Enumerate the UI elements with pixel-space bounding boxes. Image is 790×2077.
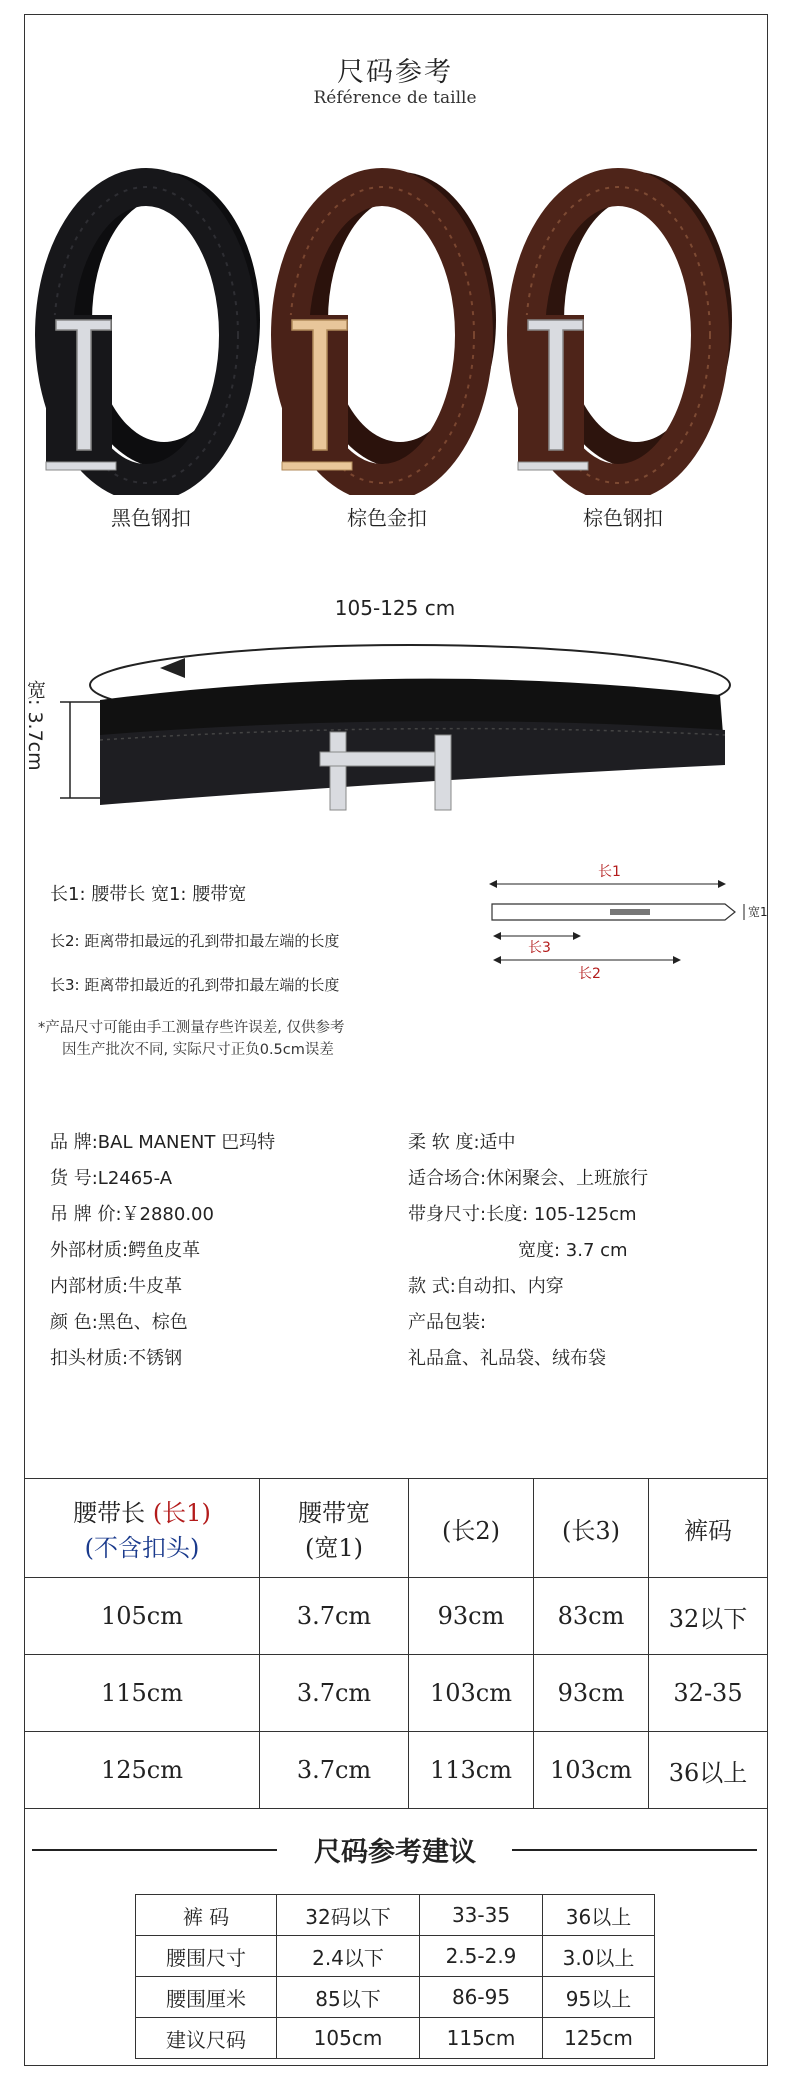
specs-right [408,1128,648,1380]
header-width: 腰带宽 (宽1) [260,1479,409,1578]
rec-cell: 36以上 [543,1895,655,1936]
spec-price: 吊 牌 价:￥2880.00 [50,1204,214,1225]
note-1: *产品尺寸可能由手工测量存些许误差, 仅供参考 [38,1020,345,1036]
table-row [136,1936,655,1977]
variant-label-3: 棕色钢扣 [583,506,663,530]
rec-cell: 2.4以下 [277,1936,420,1977]
rec-cell: 85以下 [277,1977,420,2018]
belt-image-brown-steel [498,150,748,495]
rec-cell: 2.5-2.9 [420,1936,543,1977]
legend-l2: 长2: 距离带扣最远的孔到带扣最左端的长度 [50,932,340,950]
cell-l3: 103cm [534,1732,649,1809]
length-range: 105-125 cm [334,596,456,620]
spec-brand: 品 牌:BAL MANENT 巴玛特 [50,1132,276,1153]
table-row [136,1895,655,1936]
cell-width: 3.7cm [260,1578,409,1655]
size-table-header [25,1479,768,1578]
rec-cell: 腰围尺寸 [136,1936,277,1977]
rec-cell: 115cm [420,2018,543,2059]
cell-l2: 103cm [409,1655,534,1732]
dimension-diagram [480,860,770,1010]
spec-style: 款 式:自动扣、内穿 [408,1276,564,1297]
size-table [24,1478,768,1809]
rec-cell: 105cm [277,2018,420,2059]
cell-l2: 93cm [409,1578,534,1655]
divider-right [512,1849,757,1851]
cell-width: 3.7cm [260,1732,409,1809]
variant-label-1: 黑色钢扣 [111,506,191,530]
cell-l3: 83cm [534,1578,649,1655]
cell-size: 36以上 [649,1732,768,1809]
table-row [136,2018,655,2059]
spec-outer: 外部材质:鳄鱼皮革 [50,1240,201,1261]
cell-l3: 93cm [534,1655,649,1732]
header-l2: (长2) [409,1479,534,1578]
width-label: 宽: 3.7cm [24,680,46,771]
diagram-l1: 长1 [598,864,621,880]
spec-color: 颜 色:黑色、棕色 [50,1312,188,1333]
rec-cell: 3.0以上 [543,1936,655,1977]
specs-left [50,1128,275,1380]
header-length: 腰带长 (长1) (不含扣头) [25,1479,260,1578]
table-row [25,1732,768,1809]
spec-softness: 柔 软 度:适中 [408,1132,516,1153]
spec-size: 带身尺寸:长度: 105-125cm [408,1204,637,1225]
header-pants-size: 裤码 [649,1479,768,1578]
cell-size: 32以下 [649,1578,768,1655]
table-row [25,1655,768,1732]
rec-cell: 32码以下 [277,1895,420,1936]
header-l3: (长3) [534,1479,649,1578]
cell-length: 125cm [25,1732,260,1809]
arrow-left-icon [160,658,185,678]
page-subtitle: Référence de taille [313,88,477,108]
rec-cell: 33-35 [420,1895,543,1936]
legend-l3: 长3: 距离带扣最近的孔到带扣最左端的长度 [50,976,340,994]
belt-image-black-steel [26,150,276,495]
rec-cell: 裤 码 [136,1895,277,1936]
rec-cell: 125cm [543,2018,655,2059]
belt-measure-image [60,640,760,860]
diagram-l2: 长2 [578,966,601,982]
recommend-title: 尺码参考建议 [314,1837,476,1868]
cell-l2: 113cm [409,1732,534,1809]
cell-length: 105cm [25,1578,260,1655]
spec-inner: 内部材质:牛皮革 [50,1276,183,1297]
diagram-w1: 宽1 [748,905,768,919]
note-2: 因生产批次不同, 实际尺寸正负0.5cm误差 [62,1042,334,1058]
rec-cell: 95以上 [543,1977,655,2018]
cell-length: 115cm [25,1655,260,1732]
spec-occasion: 适合场合:休闲聚会、上班旅行 [408,1168,649,1189]
variant-label-2: 棕色金扣 [347,506,427,530]
cell-size: 32-35 [649,1655,768,1732]
spec-width: 宽度: 3.7 cm [518,1240,628,1261]
table-row [25,1578,768,1655]
page-title: 尺码参考 [337,57,453,88]
legend-l1: 长1: 腰带长 宽1: 腰带宽 [50,884,247,905]
rec-cell: 建议尺码 [136,2018,277,2059]
belt-image-brown-gold [262,150,512,495]
recommend-table [135,1894,655,2059]
rec-cell: 腰围厘米 [136,1977,277,2018]
spec-package: 产品包装: [408,1312,487,1333]
spec-buckle: 扣头材质:不锈钢 [50,1348,183,1369]
cell-width: 3.7cm [260,1655,409,1732]
table-row [136,1977,655,2018]
rec-cell: 86-95 [420,1977,543,2018]
spec-item-no: 货 号:L2465-A [50,1168,173,1189]
spec-package-items: 礼品盒、礼品袋、绒布袋 [408,1348,606,1369]
diagram-l3: 长3 [528,940,551,956]
